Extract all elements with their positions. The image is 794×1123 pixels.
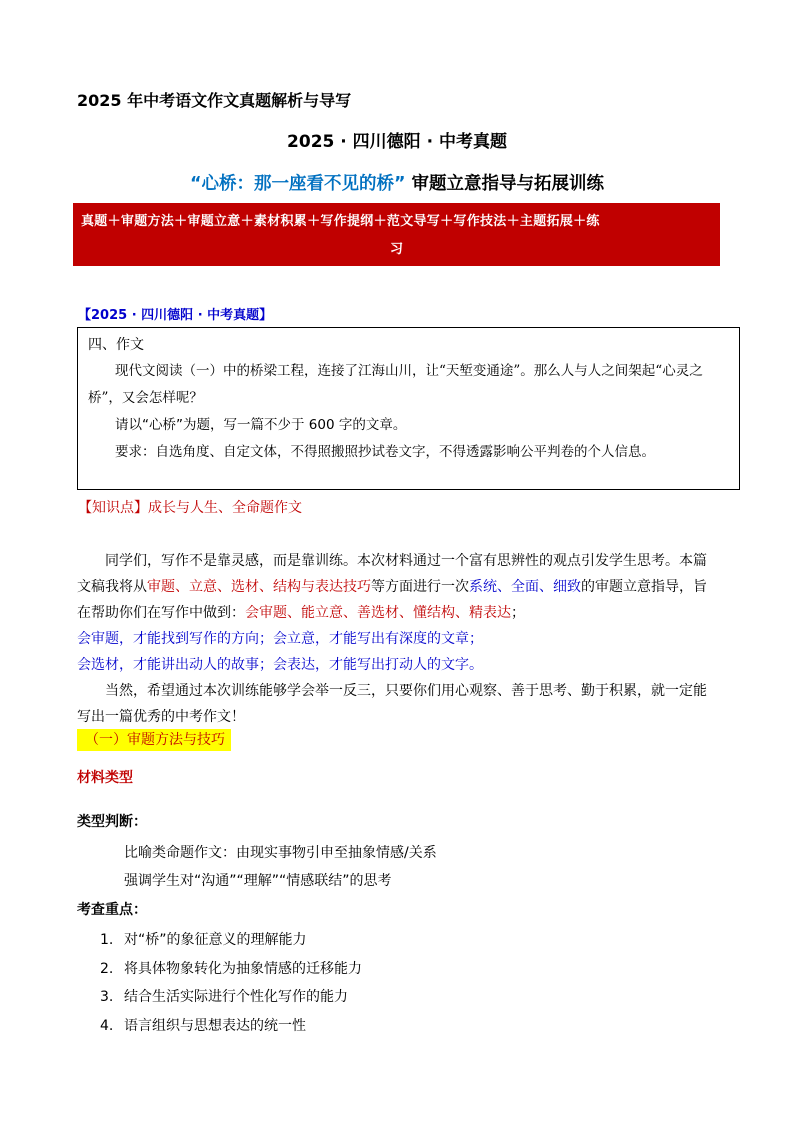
banner-line-2: 习 [389, 242, 403, 257]
topic-quote: “心桥：那一座看不见的桥” [189, 174, 406, 194]
intro-paragraph-2: 当然，希望通过本次训练能够学会举一反三，只要你们用心观察、善于思考、勤于积累，就一定能写出一篇优秀的中考作文！ [77, 683, 707, 725]
intro-text [77, 548, 717, 730]
focus-item [100, 958, 362, 978]
focus-item-number: 4. [100, 1018, 114, 1034]
exam-subtitle: 2025 · 四川德阳 · 中考真题 [287, 132, 507, 152]
source-tag: 【2025 · 四川德阳 · 中考真题】 [78, 308, 273, 323]
type-judge-item: 强调学生对“沟通”“理解”“情感联结”的思考 [124, 873, 392, 889]
section-heading: （一）审题方法与技巧 [77, 729, 231, 751]
focus-label: 考查重点： [77, 902, 147, 918]
material-type-heading: 材料类型 [77, 770, 133, 786]
focus-item-number: 3. [100, 989, 114, 1005]
intro-text-run: 的审题立意指导，旨在帮助你们在写作中做到： [77, 579, 707, 621]
intro-goals: 会审题、能立意、善选材、懂结构、精表达 [245, 605, 511, 621]
prompt-paragraph-2: 请以“心桥”为题，写一篇不少于 600 字的文章。 [115, 417, 407, 433]
intro-text-run: 等方面进行一次 [371, 579, 469, 595]
intro-highlight-red: 审题、立意、选材、结构与表达技巧 [147, 579, 371, 595]
type-judge-label: 类型判断： [77, 814, 147, 830]
focus-item [100, 986, 348, 1006]
focus-item [100, 929, 307, 949]
document-title: 2025 年中考语文作文真题解析与导写 [77, 91, 352, 110]
banner-line-1: 真题＋审题方法＋审题立意＋素材积累＋写作提纲＋范文导写＋写作技法＋主题拓展＋练 [81, 214, 600, 229]
prompt-heading: 四、作文 [88, 337, 144, 353]
focus-item-text: 结合生活实际进行个性化写作的能力 [124, 989, 348, 1005]
contents-banner [73, 203, 720, 266]
intro-line-3: 会选材，才能讲出动人的故事；会表达，才能写出打动人的文字。 [77, 657, 483, 673]
focus-item-number: 2. [100, 961, 114, 977]
topic-title [0, 170, 794, 195]
focus-item-text: 对“桥”的象征意义的理解能力 [124, 932, 307, 948]
topic-rest: 审题立意指导与拓展训练 [411, 174, 605, 194]
knowledge-point: 【知识点】成长与人生、全命题作文 [78, 500, 302, 516]
focus-item-text: 语言组织与思想表达的统一性 [124, 1018, 306, 1034]
intro-paragraph-1 [77, 548, 717, 626]
intro-highlight-blue: 系统、全面、细致 [469, 579, 581, 595]
focus-item [100, 1015, 306, 1035]
focus-item-number: 1. [100, 932, 114, 948]
prompt-paragraph-1: 现代文阅读（一）中的桥梁工程，连接了江海山川，让“天堑变通途”。那么人与人之间架起“心灵之桥”，又会怎样呢？ [88, 363, 703, 406]
focus-item-text: 将具体物象转化为抽象情感的迁移能力 [124, 961, 362, 977]
intro-text-run: 同学们，写作不是靠灵感，而是靠训练。本次材料通过一个富有思辨性的观点引发学生思考。本篇文稿我将从 [77, 553, 707, 595]
type-judge-item: 比喻类命题作文：由现实事物引申至抽象情感/关系 [124, 845, 437, 861]
intro-text-run: ； [511, 605, 525, 621]
intro-line-2: 会审题，才能找到写作的方向；会立意，才能写出有深度的文章； [77, 631, 483, 647]
prompt-paragraph-3: 要求：自选角度、自定文体，不得照搬照抄试卷文字，不得透露影响公平判卷的个人信息。 [115, 444, 655, 460]
essay-prompt-box [77, 327, 740, 490]
